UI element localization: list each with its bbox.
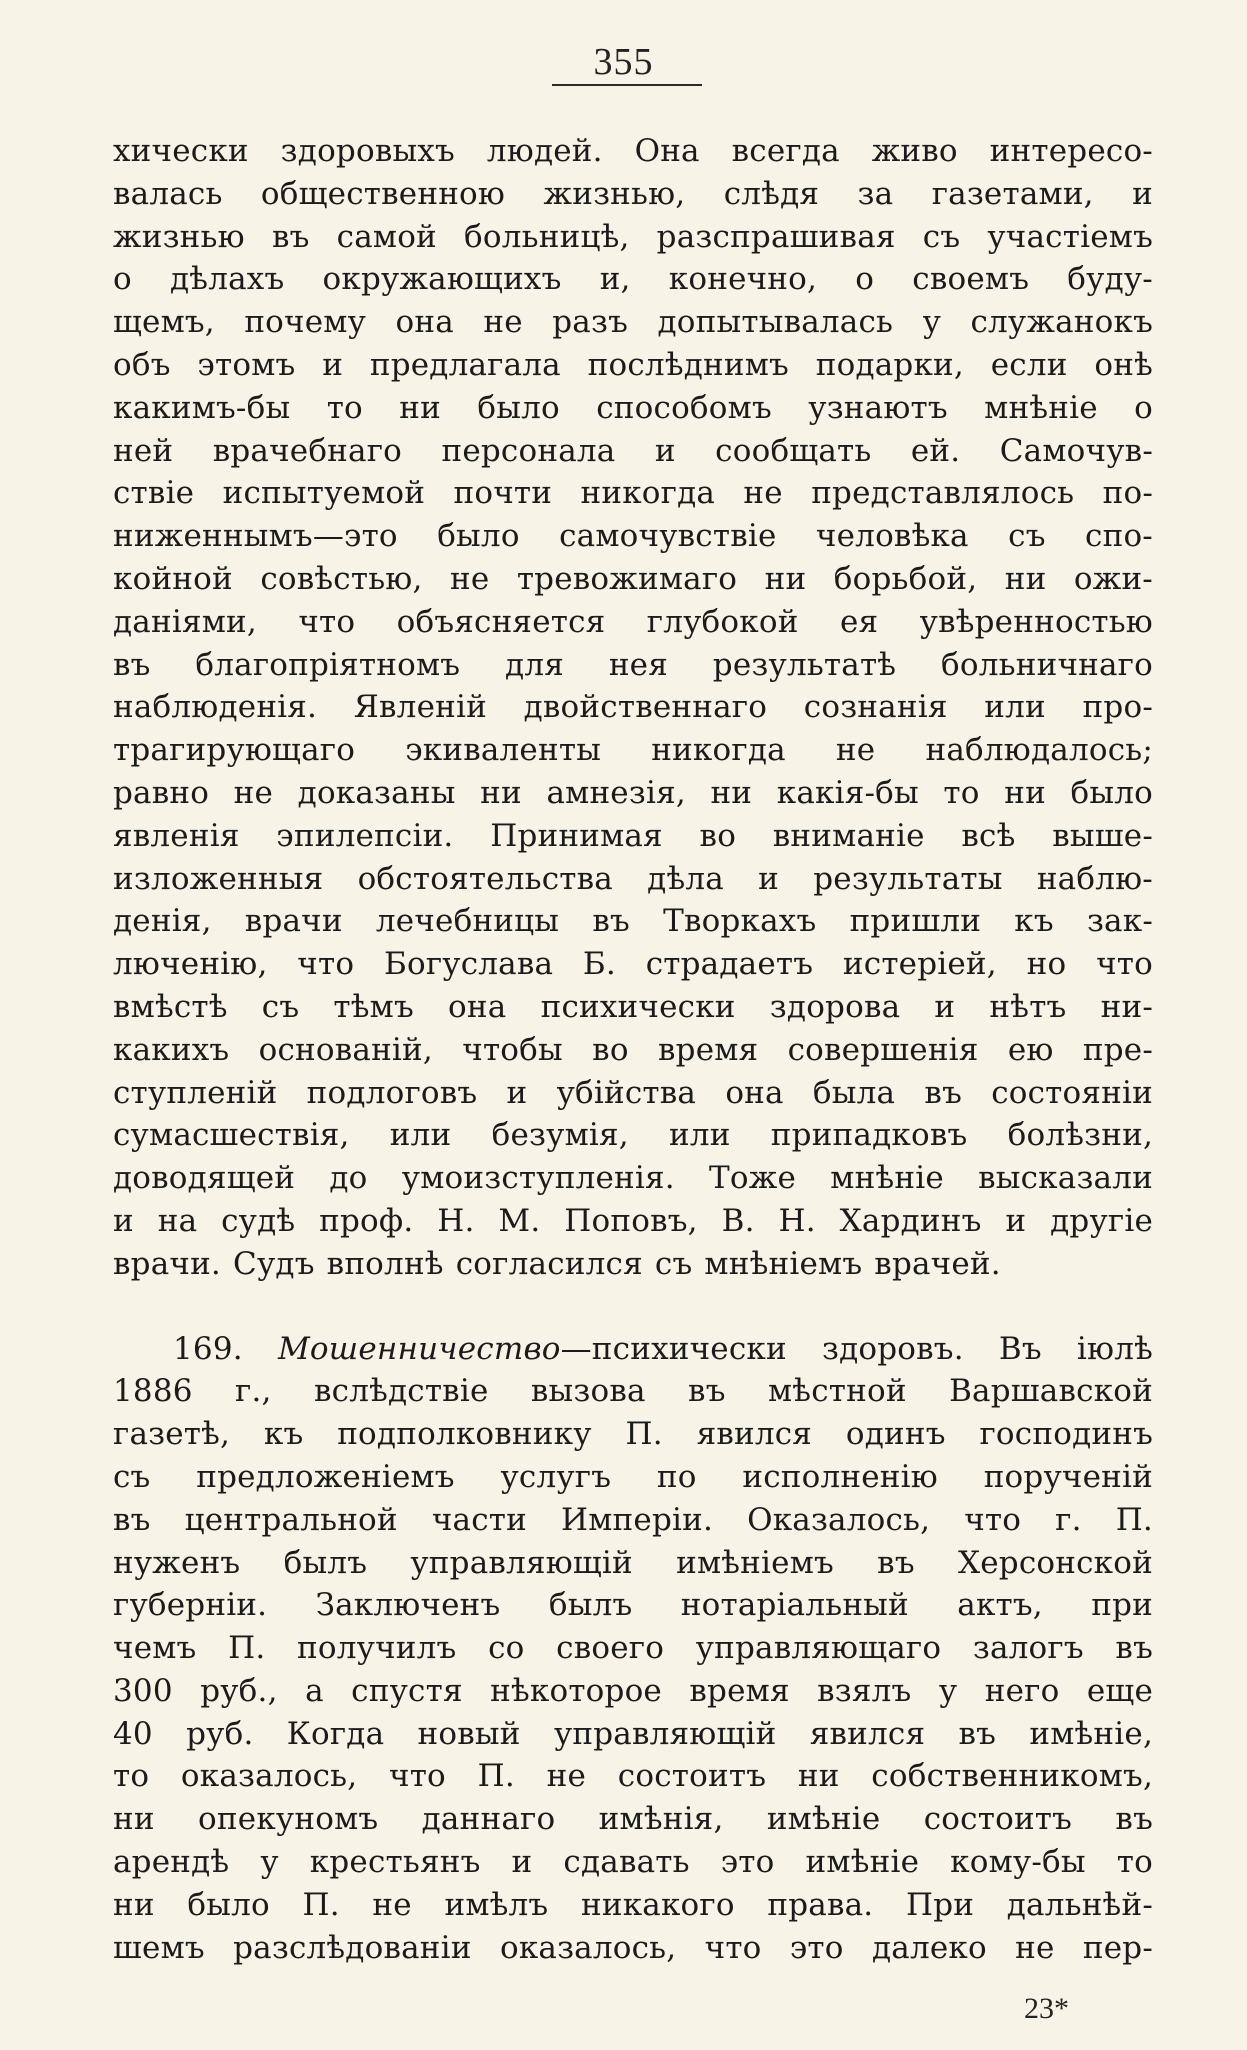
text-line: жизнью въ самой больницѣ, разспрашивая съ участіемъ: [113, 218, 1153, 255]
text-line: явленія эпилепсіи. Принимая во вниманіе всѣ выше-: [113, 817, 1153, 854]
text-line: щемъ, почему она не разъ допытывалась у служанокъ: [113, 304, 1153, 341]
text-line: ступленій подлоговъ и убійства она была въ состояніи: [113, 1074, 1153, 1111]
text-line: вмѣстѣ съ тѣмъ она психически здорова и нѣтъ ни-: [113, 988, 1153, 1025]
paragraph-1: [113, 130, 1153, 1286]
page-number-underline: [552, 84, 702, 86]
text-line: трагирующаго экиваленты никогда не наблюдалось;: [113, 732, 1153, 769]
text-line: койной совѣстью, не тревожимаго ни борьбой, ни ожи-: [113, 560, 1153, 597]
page-number: 355: [593, 41, 654, 83]
text-line: 300 руб., а спустя нѣкоторое время взялъ у него еще: [113, 1672, 1153, 1709]
text-line: чемъ П. получилъ со своего управляющаго залогъ въ: [113, 1630, 1153, 1667]
section-number: 169.: [173, 1330, 243, 1367]
text-line: объ этомъ и предлагала послѣднимъ подарки, если онѣ: [113, 346, 1153, 383]
text-line: въ благопріятномъ для нея результатѣ больничнаго: [113, 646, 1153, 683]
text-line: съ предложеніемъ услугъ по исполненію порученій: [113, 1458, 1153, 1495]
paragraph-spacer: [113, 1286, 1153, 1328]
paragraph-2: [113, 1328, 1153, 1970]
text-line: равно не доказаны ни амнезія, ни какія-бы то ни было: [113, 774, 1153, 811]
paragraph-2-first-line: [113, 1328, 1153, 1371]
text-line: въ центральной части Имперіи. Оказалось, что г. П.: [113, 1501, 1153, 1538]
text-line: наблюденія. Явленій двойственнаго сознанія или про-: [113, 689, 1153, 726]
section-term: Мошенничество: [277, 1330, 561, 1367]
text-line: губерніи. Заключенъ былъ нотаріальный актъ, при: [113, 1587, 1153, 1624]
text-line: изложенныя обстоятельства дѣла и результаты наблю-: [113, 860, 1153, 897]
text-line: ни было П. не имѣлъ никакого права. При дальнѣй-: [113, 1886, 1153, 1923]
text-line: газетѣ, къ подполковнику П. явился одинъ господинъ: [113, 1416, 1153, 1453]
text-line: ней врачебнаго персонала и сообщать ей. Самочув-: [113, 432, 1153, 469]
text-line: то оказалось, что П. не состоитъ ни собственникомъ,: [113, 1758, 1153, 1795]
text-line: врачи. Судъ вполнѣ согласился съ мнѣніемъ врачей.: [113, 1245, 1001, 1282]
text-line: шемъ разслѣдованіи оказалось, что это далеко не пер-: [113, 1929, 1153, 1966]
text-line: 40 руб. Когда новый управляющій явился въ имѣніе,: [113, 1715, 1153, 1752]
text-line: сумасшествія, или безумія, или припадковъ болѣзни,: [113, 1117, 1153, 1154]
text-line: арендѣ у крестьянъ и сдавать это имѣніе кому-бы то: [113, 1844, 1153, 1881]
first-line-rest: —психически здоровъ. Въ іюлѣ: [560, 1330, 1153, 1367]
text-line: нуженъ былъ управляющій имѣніемъ въ Херсонской: [113, 1544, 1153, 1581]
text-line: и на судѣ проф. Н. М. Поповъ, В. Н. Хардинъ и другіе: [113, 1202, 1153, 1239]
text-line: какимъ-бы то ни было способомъ узнаютъ мнѣніе о: [113, 389, 1153, 426]
text-line: о дѣлахъ окружающихъ и, конечно, о своемъ буду-: [113, 261, 1153, 298]
text-line: валась общественною жизнью, слѣдя за газетами, и: [113, 175, 1153, 212]
text-line: люченію, что Богуслава Б. страдаетъ истеріей, но что: [113, 946, 1153, 983]
text-line: даніями, что объясняется глубокой ея увѣренностью: [113, 603, 1153, 640]
text-line: денія, врачи лечебницы въ Творкахъ пришли къ зак-: [113, 903, 1153, 940]
text-line: ни опекуномъ даннаго имѣнія, имѣніе состоитъ въ: [113, 1801, 1153, 1838]
printer-signature-mark: 23*: [1024, 1992, 1069, 2025]
text-line: 1886 г., вслѣдствіе вызова въ мѣстной Варшавской: [113, 1373, 1153, 1410]
body-text: [113, 130, 1153, 1969]
text-line: какихъ основаній, чтобы во время совершенія ею пре-: [113, 1031, 1153, 1068]
text-line: доводящей до умоизступленія. Тоже мнѣніе высказали: [113, 1160, 1153, 1197]
text-line: ниженнымъ—это было самочувствіе человѣка съ спо-: [113, 518, 1153, 555]
text-line: хически здоровыхъ людей. Она всегда живо интересо-: [113, 133, 1153, 169]
text-line: ствіе испытуемой почти никогда не представлялось по-: [113, 475, 1153, 512]
